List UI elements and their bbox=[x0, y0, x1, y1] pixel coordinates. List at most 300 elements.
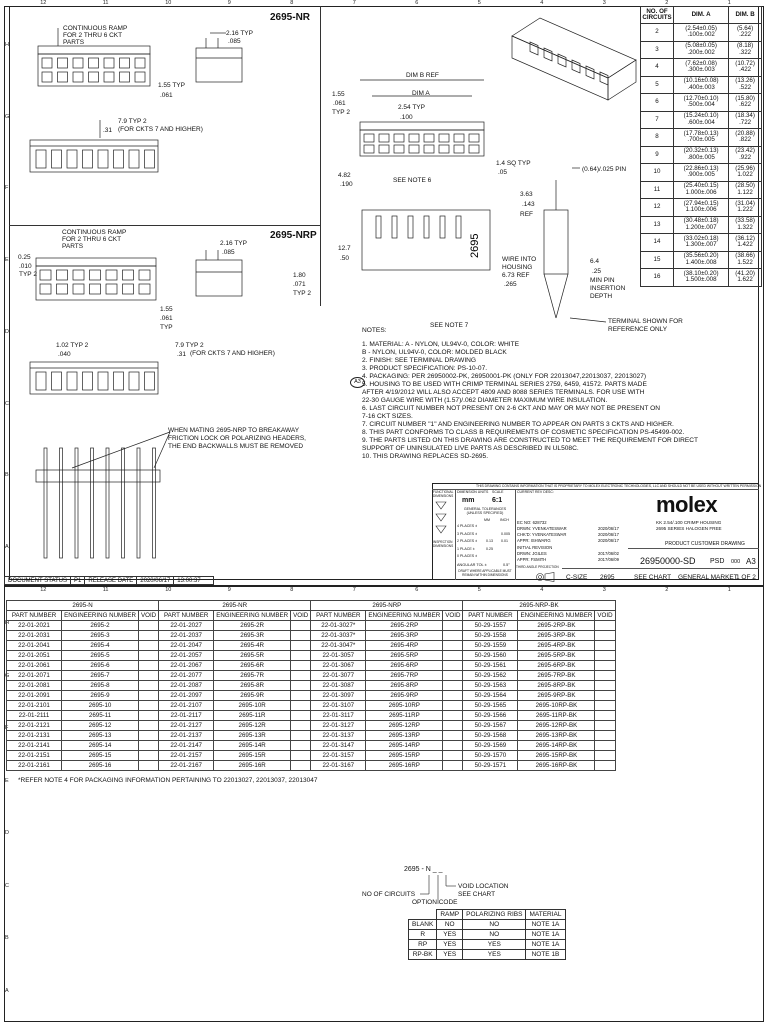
zone-number-6: 6 bbox=[415, 587, 419, 593]
dim-circuits: 14 bbox=[641, 234, 674, 252]
main-see-note7: SEE NOTE 7 bbox=[430, 322, 469, 329]
table-cell: 2695-16 bbox=[62, 761, 139, 771]
table-cell: 2695-14RP-BK bbox=[518, 741, 595, 751]
table-cell: 2695-4RP bbox=[366, 641, 443, 651]
dim-a-mm: (15.24±0.10) bbox=[683, 112, 719, 120]
table-cell: 2695-5 bbox=[62, 651, 139, 661]
dim-a-mm: (27.94±0.15) bbox=[683, 199, 719, 207]
tb-dimension-units-label: DIMENSION UNITS bbox=[457, 490, 489, 494]
view-title-nr: 2695-NR bbox=[270, 12, 311, 23]
option-cell: RP bbox=[409, 940, 437, 950]
dim-a-mm: (12.70±0.10) bbox=[683, 94, 719, 102]
molex-logo: molex bbox=[656, 492, 718, 517]
table-cell: 2695-16RP-BK bbox=[518, 761, 595, 771]
table-cell: 22-01-3027* bbox=[311, 621, 366, 631]
zone-letter-6: B bbox=[5, 935, 9, 942]
table-cell: 22-01-2127 bbox=[159, 721, 214, 731]
dim-a-mm: (22.86±0.13) bbox=[683, 164, 719, 172]
dim-a-inch: .600±.004 bbox=[687, 118, 715, 126]
table-cell: 2695-7R bbox=[214, 671, 291, 681]
table-cell: 50-29-1559 bbox=[463, 641, 518, 651]
table-cell: 2695-10 bbox=[62, 701, 139, 711]
dim-circuits: 10 bbox=[641, 164, 674, 182]
table-cell: 2695-14R bbox=[214, 741, 291, 751]
table-cell: 2695-3R bbox=[214, 631, 291, 641]
tb-apprd-date: 2020/06/17 bbox=[598, 538, 619, 543]
table-cell: 2695-14RP bbox=[366, 741, 443, 751]
dim-b-mm: (15.80) bbox=[735, 94, 755, 102]
nrp-dim-010: .010 bbox=[19, 263, 32, 270]
table-cell: 22-01-2037 bbox=[159, 631, 214, 641]
zone-number-7: 5 bbox=[477, 0, 481, 6]
table-cell: 50-29-1570 bbox=[463, 751, 518, 761]
dim-b-inch: .922 bbox=[739, 153, 752, 161]
table-cell: 2695-10R bbox=[214, 701, 291, 711]
parts-col-header: PART NUMBER bbox=[311, 611, 366, 621]
main-see-note6: SEE NOTE 6 bbox=[393, 177, 432, 184]
option-cell: NO bbox=[463, 920, 526, 930]
note-line: 3. PRODUCT SPECIFICATION: PS-10-07. bbox=[362, 365, 488, 372]
dim-a-inch: .800±.005 bbox=[687, 153, 715, 161]
option-code-table bbox=[408, 909, 566, 960]
table-cell: 50-29-1562 bbox=[463, 671, 518, 681]
note-line: 2. FINISH: SEE TERMINAL DRAWING bbox=[362, 357, 477, 364]
table-cell: 22-01-2071 bbox=[7, 671, 62, 681]
zone-number-10: 2 bbox=[665, 587, 669, 593]
tb-tolerance-places: 0 PLACES ± bbox=[457, 554, 478, 558]
table-cell: 50-29-1566 bbox=[463, 711, 518, 721]
zone-number-3: 9 bbox=[227, 587, 231, 593]
option-cell: YES bbox=[437, 950, 463, 960]
tb-current-rev-label: CURRENT REV DESC: bbox=[517, 490, 554, 494]
main-typ2: TYP 2 bbox=[332, 109, 350, 116]
part-code-void-location: VOID LOCATION bbox=[458, 883, 509, 890]
dim-b-inch: .622 bbox=[739, 101, 752, 109]
table-cell: 2695-16R bbox=[214, 761, 291, 771]
nr-ramp-note-2: FOR 2 THRU 6 CKT bbox=[63, 32, 123, 39]
main-dim-05: .05 bbox=[498, 169, 508, 176]
table-cell: 22-01-2031 bbox=[7, 631, 62, 641]
zone-number-1: 11 bbox=[102, 0, 109, 6]
parts-col-header: VOID bbox=[595, 611, 615, 621]
parts-col-header: ENGINEERING NUMBER bbox=[214, 611, 291, 621]
tb-market: GENERAL MARKET bbox=[678, 574, 738, 581]
tb-functional-label: FUNCTIONAL DIMENSIONS bbox=[433, 490, 454, 498]
dim-b-inch: .422 bbox=[739, 66, 752, 74]
dim-a-inch: 1.200±.007 bbox=[685, 223, 717, 231]
table-cell: 2695-12RP bbox=[366, 721, 443, 731]
table-cell: 2695-6R bbox=[214, 661, 291, 671]
nr-dim-31: .31 bbox=[103, 127, 113, 134]
table-cell: 50-29-1557 bbox=[463, 621, 518, 631]
dim-a-mm: (10.16±0.08) bbox=[683, 77, 719, 85]
nr-ramp-note-3: PARTS bbox=[63, 39, 85, 46]
table-cell: 22-01-2041 bbox=[7, 641, 62, 651]
parts-col-header: ENGINEERING NUMBER bbox=[62, 611, 139, 621]
dim-a-inch: 1.300±.007 bbox=[685, 241, 717, 249]
zone-number-8: 4 bbox=[540, 587, 544, 593]
tb-material-no: SEE CHART bbox=[634, 574, 672, 581]
zone-number-6: 6 bbox=[415, 0, 419, 6]
zone-number-2: 10 bbox=[165, 0, 172, 6]
table-cell: 2695-14 bbox=[62, 741, 139, 751]
zone-letter-7: A bbox=[5, 544, 9, 551]
option-cell: NOTE 1A bbox=[526, 930, 565, 940]
dim-a-mm: (33.02±0.18) bbox=[683, 234, 719, 242]
tb-tolerance-places-mm: 0.25 bbox=[486, 546, 493, 551]
nrp-typ: TYP bbox=[160, 324, 173, 331]
tb-drwn-date: 2020/06/17 bbox=[598, 526, 619, 531]
table-cell: 22-01-2021 bbox=[7, 621, 62, 631]
zone-letter-5: C bbox=[5, 882, 9, 889]
view-title-nrp: 2695-NRP bbox=[270, 230, 317, 241]
table-cell: 22-01-3077 bbox=[311, 671, 366, 681]
dim-b-inch: 1.622 bbox=[737, 276, 753, 284]
table-cell: 22-01-2121 bbox=[7, 721, 62, 731]
table-cell: 50-29-1563 bbox=[463, 681, 518, 691]
nrp-dim-025: 0.25 bbox=[18, 254, 31, 261]
nrp-dim-085: .085 bbox=[222, 249, 235, 256]
zone-number-0: 12 bbox=[40, 0, 47, 6]
dim-a-mm: (30.48±0.18) bbox=[683, 217, 719, 225]
dim-a-inch: 1.100±.006 bbox=[685, 206, 717, 214]
nrp-dim-102: 1.02 TYP 2 bbox=[56, 342, 89, 349]
dim-circuits: 11 bbox=[641, 181, 674, 199]
option-header: POLARIZING RIBS bbox=[463, 910, 526, 920]
table-cell: 2695-15 bbox=[62, 751, 139, 761]
tb-draft-note: DRAFT WHERE APPLICABLE MUST REMAIN WITHIN DIMENSIONS bbox=[458, 569, 512, 577]
nrp-ramp-note-2: FOR 2 THRU 6 CKT bbox=[62, 236, 122, 243]
table-cell: 22-01-3117 bbox=[311, 711, 366, 721]
tb-chkd: CHK'D: YVENKATESWAR bbox=[517, 532, 567, 537]
table-cell: 50-29-1569 bbox=[463, 741, 518, 751]
main-dim-a: DIM A bbox=[412, 90, 430, 97]
dim-a-inch: .500±.004 bbox=[687, 101, 715, 109]
dim-b-inch: 1.222 bbox=[737, 206, 753, 214]
tb-tolerance-places: 1 PLACE ± bbox=[457, 546, 475, 551]
option-row bbox=[409, 950, 566, 960]
table-cell: 22-01-2157 bbox=[159, 751, 214, 761]
tb-doc-kind: PSD bbox=[710, 558, 725, 565]
table-cell: 2695-11RP bbox=[366, 711, 443, 721]
table-cell: 2695-8 bbox=[62, 681, 139, 691]
tb-series: 2695 bbox=[600, 574, 615, 581]
zone-number-0: 12 bbox=[40, 587, 47, 593]
tb-units: mm bbox=[462, 497, 475, 504]
part-code-option-code: OPTION CODE bbox=[412, 899, 458, 906]
table-cell: 50-29-1564 bbox=[463, 691, 518, 701]
tb-sheet: 1 OF 2 bbox=[736, 574, 756, 581]
tb-scale-label: SCALE bbox=[492, 490, 504, 494]
option-cell: YES bbox=[437, 930, 463, 940]
table-cell: 2695-2RP-BK bbox=[518, 621, 595, 631]
main-dim-64: 6.4 bbox=[590, 258, 600, 265]
table-cell: 22-01-2091 bbox=[7, 691, 62, 701]
table-cell: 2695-4RP-BK bbox=[518, 641, 595, 651]
tb-rev: A3 bbox=[746, 557, 756, 566]
dim-circuits: 7 bbox=[641, 111, 674, 129]
note-line: 6. LAST CIRCUIT NUMBER NOT PRESENT ON 2-6 CKT AND MAY OR MAY NOT BE PRESENT ON bbox=[362, 405, 661, 412]
table-cell: 2695-12R bbox=[214, 721, 291, 731]
status-label: DOCUMENT STATUS bbox=[5, 577, 71, 584]
dim-circuits: 15 bbox=[641, 251, 674, 269]
table-cell: 2695-15RP-BK bbox=[518, 751, 595, 761]
zone-letter-3: E bbox=[5, 257, 9, 264]
zone-number-4: 8 bbox=[290, 0, 294, 6]
dim-circuits: 6 bbox=[641, 94, 674, 112]
table-cell: 22-01-2097 bbox=[159, 691, 214, 701]
table-cell: 2695-2 bbox=[62, 621, 139, 631]
dim-circuits: 16 bbox=[641, 269, 674, 287]
zone-number-9: 3 bbox=[602, 0, 606, 6]
part-code-see-chart: SEE CHART bbox=[458, 891, 496, 898]
tb-inspection-label: INSPECTION DIMENSIONS bbox=[433, 540, 454, 548]
main-dim-14: 1.4 SQ TYP bbox=[496, 160, 531, 167]
proprietary-notice: THIS DRAWING CONTAINS INFORMATION THAT IS PROPRIETARY TO MOLEX ELECTRONIC TECHNOLOGIES, LLC AND SHOULD NOT BE USED WITHOUT WRITTEN PERMISSION bbox=[476, 484, 762, 488]
dim-a-mm: (7.62±0.08) bbox=[685, 59, 717, 67]
table-cell: 22-01-3057 bbox=[311, 651, 366, 661]
dim-a-inch: 1.000±.006 bbox=[685, 188, 717, 196]
dim-a-mm: (20.32±0.13) bbox=[683, 147, 719, 155]
table-cell: 22-01-3137 bbox=[311, 731, 366, 741]
table-cell: 22-01-2057 bbox=[159, 651, 214, 661]
option-cell: NOTE 1A bbox=[526, 920, 565, 930]
table-cell: 2695-4 bbox=[62, 641, 139, 651]
table-cell: 2695-9 bbox=[62, 691, 139, 701]
nr-dim-31-note: (FOR CKTS 7 AND HIGHER) bbox=[118, 126, 203, 133]
dim-b-mm: (28.50) bbox=[735, 182, 755, 190]
dim-b-mm: (33.58) bbox=[735, 217, 755, 225]
table-cell: 2695-2RP bbox=[366, 621, 443, 631]
tb-drwn2-date: 2017/06/02 bbox=[598, 551, 619, 556]
dim-a-inch: .100±.002 bbox=[687, 31, 715, 39]
nrp-ramp-note-3: PARTS bbox=[62, 243, 84, 250]
release-date: 2020/06/17 bbox=[137, 577, 174, 584]
dim-circuits: 8 bbox=[641, 129, 674, 147]
dim-circuits: 13 bbox=[641, 216, 674, 234]
release-label: RELEASE DATE bbox=[85, 577, 137, 584]
table-cell: 22-01-3167 bbox=[311, 761, 366, 771]
nrp-mating-note-2: FRICTION LOCK OR POLARIZING HEADERS, bbox=[168, 435, 306, 442]
parts-col-header: VOID bbox=[443, 611, 463, 621]
main-wire-note-2: HOUSING bbox=[502, 264, 533, 271]
table-cell: 2695-5R bbox=[214, 651, 291, 661]
main-dim-190: .190 bbox=[340, 181, 353, 188]
table-cell: 22-01-3037* bbox=[311, 631, 366, 641]
dim-b-inch: 1.022 bbox=[737, 171, 753, 179]
zone-number-3: 9 bbox=[227, 0, 231, 6]
dim-a-mm: (25.40±0.15) bbox=[683, 182, 719, 190]
dim-b-mm: (18.34) bbox=[735, 112, 755, 120]
dim-b-mm: (8.18) bbox=[737, 42, 754, 50]
nrp-typ2: TYP 2 bbox=[19, 271, 37, 278]
table-cell: 50-29-1565 bbox=[463, 701, 518, 711]
zone-letter-4: D bbox=[5, 328, 9, 335]
dim-a-mm: (5.08±0.05) bbox=[685, 42, 717, 50]
option-cell: NO bbox=[463, 930, 526, 940]
main-dim-061: .061 bbox=[333, 100, 346, 107]
nrp-dim-071: .071 bbox=[293, 281, 306, 288]
note-line: 7-16 CKT SIZES. bbox=[362, 413, 413, 420]
tb-scale: 6:1 bbox=[492, 497, 503, 504]
nrp-dim-31-note: (FOR CKTS 7 AND HIGHER) bbox=[190, 350, 275, 357]
dim-a-mm: (2.54±0.05) bbox=[685, 24, 717, 32]
table-cell: 50-29-1568 bbox=[463, 731, 518, 741]
table-cell: 22-01-2141 bbox=[7, 741, 62, 751]
zone-number-5: 7 bbox=[352, 0, 356, 6]
option-cell: R bbox=[409, 930, 437, 940]
nr-ramp-note-1: CONTINUOUS RAMP bbox=[63, 25, 128, 32]
parts-col-header: ENGINEERING NUMBER bbox=[518, 611, 595, 621]
option-cell: YES bbox=[437, 940, 463, 950]
table-cell: 2695-16RP bbox=[366, 761, 443, 771]
option-header bbox=[409, 910, 437, 920]
main-min-pin-1: MIN PIN bbox=[590, 277, 615, 284]
main-dim-265: .265 bbox=[504, 281, 517, 288]
note-line: 8. THIS PART CONFORMS TO CLASS B REQUIREMENTS OF COSMETIC SPECIFICATION PS-45499-002. bbox=[362, 429, 685, 436]
table-cell: 2695-11R bbox=[214, 711, 291, 721]
table-cell: 2695-5RP-BK bbox=[518, 651, 595, 661]
note-line: 1. MATERIAL: A - NYLON, UL94V-0, COLOR: WHITE bbox=[362, 341, 520, 348]
tb-third-angle: THIRD ANGLE PROJECTION bbox=[516, 565, 559, 569]
table-cell: 22-01-2077 bbox=[159, 671, 214, 681]
main-dim-127: 12.7 bbox=[338, 245, 351, 252]
main-dim-25: .25 bbox=[592, 268, 602, 275]
nrp-typ2b: TYP 2 bbox=[293, 290, 311, 297]
dim-circuits: 9 bbox=[641, 146, 674, 164]
main-wire-note-1: WIRE INTO bbox=[502, 256, 537, 263]
main-min-pin-2: INSERTION bbox=[590, 285, 626, 292]
note-line: 4. PACKAGING: PER 26950002-PK, 26950001-PK (ONLY FOR 22013047,22013037, 22013027) bbox=[362, 373, 647, 380]
zone-letter-2: F bbox=[5, 725, 9, 732]
dim-b-mm: (20.88) bbox=[735, 129, 755, 137]
table-cell: 22-01-2047 bbox=[159, 641, 214, 651]
table-cell: 22-01-2081 bbox=[7, 681, 62, 691]
dim-b-mm: (23.42) bbox=[735, 147, 755, 155]
dim-b-mm: (38.66) bbox=[735, 252, 755, 260]
zone-number-9: 3 bbox=[602, 587, 606, 593]
dim-b-inch: .822 bbox=[739, 136, 752, 144]
zone-letter-7: A bbox=[5, 987, 9, 994]
tb-tolerance-places: 2 PLACES ± bbox=[457, 539, 478, 543]
rev-marker-text: A3 bbox=[354, 379, 361, 385]
dim-b-inch: .522 bbox=[739, 83, 752, 91]
tb-doc-number: 26950000-SD bbox=[640, 556, 696, 566]
table-cell: 50-29-1561 bbox=[463, 661, 518, 671]
table-cell: 22-01-2087 bbox=[159, 681, 214, 691]
table-cell: 2695-8RP-BK bbox=[518, 681, 595, 691]
zone-letter-2: F bbox=[5, 185, 9, 192]
note-line: SUPPORT OF UNINSULATED LIVE PARTS AS DESCRIBED IN UL508C. bbox=[362, 445, 579, 452]
table-cell: 50-29-1567 bbox=[463, 721, 518, 731]
zone-letter-5: C bbox=[5, 400, 9, 407]
zone-number-2: 10 bbox=[165, 587, 172, 593]
table-cell: 2695-6RP-BK bbox=[518, 661, 595, 671]
parts-col-header: VOID bbox=[291, 611, 311, 621]
table-cell: 22-01-3097 bbox=[311, 691, 366, 701]
note-line: 7. CIRCUIT NUMBER "1" AND ENGINEERING NUMBER TO APPEAR ON PARTS 3 CKTS AND HIGHER. bbox=[362, 421, 674, 428]
main-min-pin-3: DEPTH bbox=[590, 293, 613, 300]
zone-number-11: 1 bbox=[727, 587, 731, 593]
nr-dim-085: .085 bbox=[228, 38, 241, 45]
nrp-dim-31: .31 bbox=[177, 351, 187, 358]
table-cell: 2695-11RP-BK bbox=[518, 711, 595, 721]
table-cell: 22-01-3067 bbox=[311, 661, 366, 671]
nr-dim-155: 1.55 TYP bbox=[158, 82, 185, 89]
tb-apprd: APPR: ISHWARG bbox=[517, 538, 551, 543]
tb-drwn: DRWN: YVENKATESWAR bbox=[517, 526, 567, 531]
zone-letter-1: G bbox=[5, 672, 10, 679]
dim-circuits: 3 bbox=[641, 41, 674, 59]
nrp-mating-note-3: THE END BACKWALLS MUST BE REMOVED bbox=[168, 443, 304, 450]
parts-col-header: PART NUMBER bbox=[463, 611, 518, 621]
dim-a-inch: 1.500±.008 bbox=[685, 276, 717, 284]
main-dim-155: 1.55 bbox=[332, 91, 345, 98]
tb-ec-no: EC NO: 628732 bbox=[517, 520, 547, 525]
table-cell: 22-01-3087 bbox=[311, 681, 366, 691]
dim-b-mm: (5.64) bbox=[737, 24, 754, 32]
tb-chkd-date: 2020/06/17 bbox=[598, 532, 619, 537]
dim-a-inch: .300±.003 bbox=[687, 66, 715, 74]
dim-b-inch: 1.422 bbox=[737, 241, 753, 249]
parts-col-header: VOID bbox=[139, 611, 159, 621]
main-ref: REF bbox=[520, 211, 533, 218]
main-dim-50: .50 bbox=[340, 255, 350, 262]
dim-b-inch: .322 bbox=[739, 48, 752, 56]
nr-dim-216: 2.16 TYP bbox=[226, 30, 253, 37]
dim-a-mm: (17.78±0.13) bbox=[683, 129, 719, 137]
zone-letter-6: B bbox=[5, 472, 9, 479]
table-cell: 2695-4R bbox=[214, 641, 291, 651]
zone-letter-0: H bbox=[5, 620, 9, 627]
zone-letter-3: E bbox=[5, 777, 9, 784]
part-code-no-circuits: NO OF CIRCUITS bbox=[362, 891, 416, 898]
table-cell: 22-01-2111 bbox=[7, 711, 62, 721]
option-row bbox=[409, 940, 566, 950]
dim-a-mm: (38.10±0.20) bbox=[683, 269, 719, 277]
table-cell: 22-01-3107 bbox=[311, 701, 366, 711]
nrp-dim-79: 7.9 TYP 2 bbox=[175, 342, 204, 349]
dim-table-header-circuits: NO. OF CIRCUITS bbox=[641, 7, 674, 24]
option-row bbox=[409, 920, 566, 930]
tb-inch-head: INCH bbox=[500, 518, 509, 522]
tb-tolerance-head: GENERAL TOLERANCES (UNLESS SPECIFIED) bbox=[463, 507, 507, 515]
tb-size: C-SIZE bbox=[566, 574, 588, 581]
table-cell: 22-01-2137 bbox=[159, 731, 214, 741]
parts-group-header: 2695-N bbox=[7, 601, 159, 611]
table-cell: 2695-12 bbox=[62, 721, 139, 731]
table-cell: 2695-13R bbox=[214, 731, 291, 741]
table-cell: 2695-10RP-BK bbox=[518, 701, 595, 711]
note-line: 5. HOUSING TO BE USED WITH CRIMP TERMINAL SERIES 2759, 6459, 41572. PARTS MADE bbox=[362, 381, 647, 388]
dim-a-mm: (35.56±0.20) bbox=[683, 252, 719, 260]
nrp-dim-180: 1.80 bbox=[293, 272, 306, 279]
tb-initial-rev: INITIAL REVISION bbox=[517, 545, 553, 550]
dim-a-inch: .200±.002 bbox=[687, 48, 715, 56]
table-cell: 2695-9RP bbox=[366, 691, 443, 701]
option-row bbox=[409, 930, 566, 940]
note-line: 9. THE PARTS LISTED ON THIS DRAWING ARE CONSTRUCTED TO MEET THE REQUIREMENT FOR DIRECT bbox=[362, 437, 699, 444]
nrp-dim-155: 1.55 bbox=[160, 306, 173, 313]
table-cell: 22-01-2061 bbox=[7, 661, 62, 671]
table-cell: 22-01-2131 bbox=[7, 731, 62, 741]
option-cell: NOTE 1A bbox=[526, 940, 565, 950]
dim-circuits: 12 bbox=[641, 199, 674, 217]
dim-b-inch: 1.522 bbox=[737, 258, 753, 266]
nrp-mating-note-1: WHEN MATING 2695-NRP TO BREAKAWAY bbox=[168, 427, 300, 434]
dim-table-header-dim-a: DIM. A bbox=[674, 7, 729, 24]
option-cell: NOTE 1B bbox=[526, 950, 565, 960]
